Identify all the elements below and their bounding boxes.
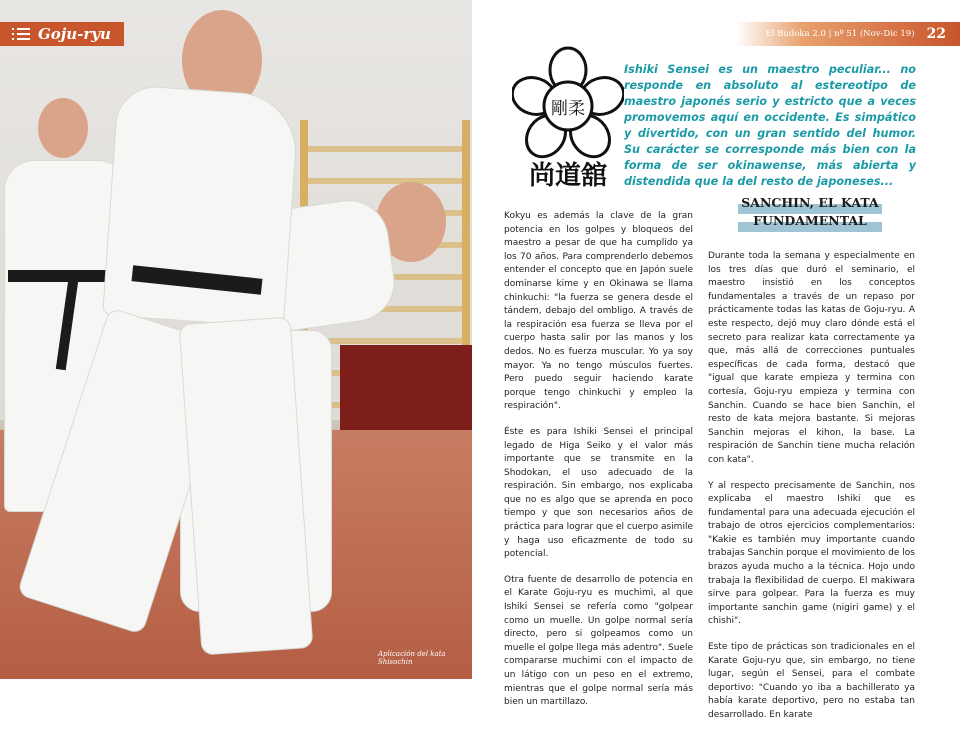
section-title [738, 194, 882, 230]
paragraph: Otra fuente de desarrollo de potencia en el Karate Goju-ryu es muchimi, al que Ishiki Sensei se refería como "golpear como un muelle. Un golpe normal sería directo, pero si golpeamos como un muelle el golpe llega más adentro". Suele compararse muchimi con el impacto de un látigo con un peso en el extremo, mientras que el golpe normal sería más bien un martillazo. [504, 574, 693, 708]
paragraph: Éste es para Ishiki Sensei el principal legado de Higa Seiko y el valor más importante que se transmite en la Shodokan, el uso adecuado de la respiración. Sin embargo, nos explicaba que no es algo que se aprenda en poco tiempo y que son necesarios años de práctica para lograr que el cuerpo asimile y haga uso eficazmente de todo su potencial. [504, 426, 693, 560]
text-column-2 [708, 250, 915, 735]
menu-icon[interactable] [12, 27, 30, 41]
karate-photo [0, 0, 472, 679]
section-tag [0, 22, 124, 46]
publication-info: El Budoka 2.0 | nº 51 (Nov-Dic 19) [765, 29, 915, 39]
paragraph: Durante toda la semana y especialmente en los tres días que duró el seminario, el maestro insistió en los conceptos fundamentales a través de un repaso por prácticamente todas las katas de Goju-ryu. A este respecto, dejó muy claro dónde está el secreto para realizar kata correctamente ya que, más allá de correcciones puntuales específicas de cada forma, destacó que "igual que karate empieza y termina con cortesía, Goju-ryu empieza y termina con Sanchin. Cuando se hace bien Sanchin, el resto de kata mejora bastante. Si mejoras Sanchin mejoras el kihon, la base. La respiración de Sanchin tiene mucha relación con kata". [708, 251, 915, 465]
svg-text:尚道舘: 尚道舘 [528, 161, 608, 191]
section-title-line1: SANCHIN, EL KATA [741, 195, 879, 210]
shodokan-logo [512, 44, 624, 194]
page-number: 22 [926, 26, 946, 42]
svg-text:剛柔: 剛柔 [551, 99, 585, 119]
section-label: Goju-ryu [38, 25, 111, 43]
paragraph: Kokyu es además la clave de la gran potencia en los golpes y bloqueos del maestro a pesar de que ha cumplido ya los 70 años. Para comprenderlo debemos entender el concepto que en Japón suele dominarse kime y en Okinawa se llama chinkuchi: "la fuerza se genera desde el tándem, debajo del ombligo. A través de la respiración esa fuerza se lleva por el cuerpo hasta salir por las manos y los dedos. No es fuerza muscular. Yo ya soy mayor. Ya no tengo músculos fuertes. Pero puedo seguir haciendo karate porque tengo chinkuchi y empleo la respiración". [504, 211, 693, 412]
photo-caption: Aplicación del kata Shisochin [378, 650, 446, 666]
paragraph: Este tipo de prácticas son tradicionales en el Karate Goju-ryu que, sin embargo, no tiene lugar, según el Sensei, para el combate deportivo: "Cuando yo iba a bachillerato ya había karate deportivo, pero no estaba tan desarrollado. En karate [708, 642, 915, 720]
page-header [736, 22, 960, 46]
text-column-1 [504, 210, 693, 722]
section-title-line2: FUNDAMENTAL [753, 213, 867, 228]
intro-quote: Ishiki Sensei es un maestro peculiar... no responde en absoluto al estereotipo de maestro japonés serio y estricto que a veces promovemos aquí en occidente. Es simpático y divertido, con un gran sentido del humor. Su carácter se corresponde más bien con la forma de ser okinawense, más abierta y distendida que la del resto de japoneses... [624, 63, 916, 188]
paragraph: Y al respecto precisamente de Sanchin, nos explicaba el maestro Ishiki que es fundamental para una adecuada ejecución el trabajo de otros ejercicios complementarios: "Kakie es también muy importante cuando trabajas Sanchin porque el movimiento de los brazos ayuda mucho a la técnica. Hojo undo trabaja la flexibilidad de cuerpo. El makiwara sirve para golpear. Para la fuerza es muy importante sanchin game (nigiri game) y el chishi". [708, 480, 915, 627]
